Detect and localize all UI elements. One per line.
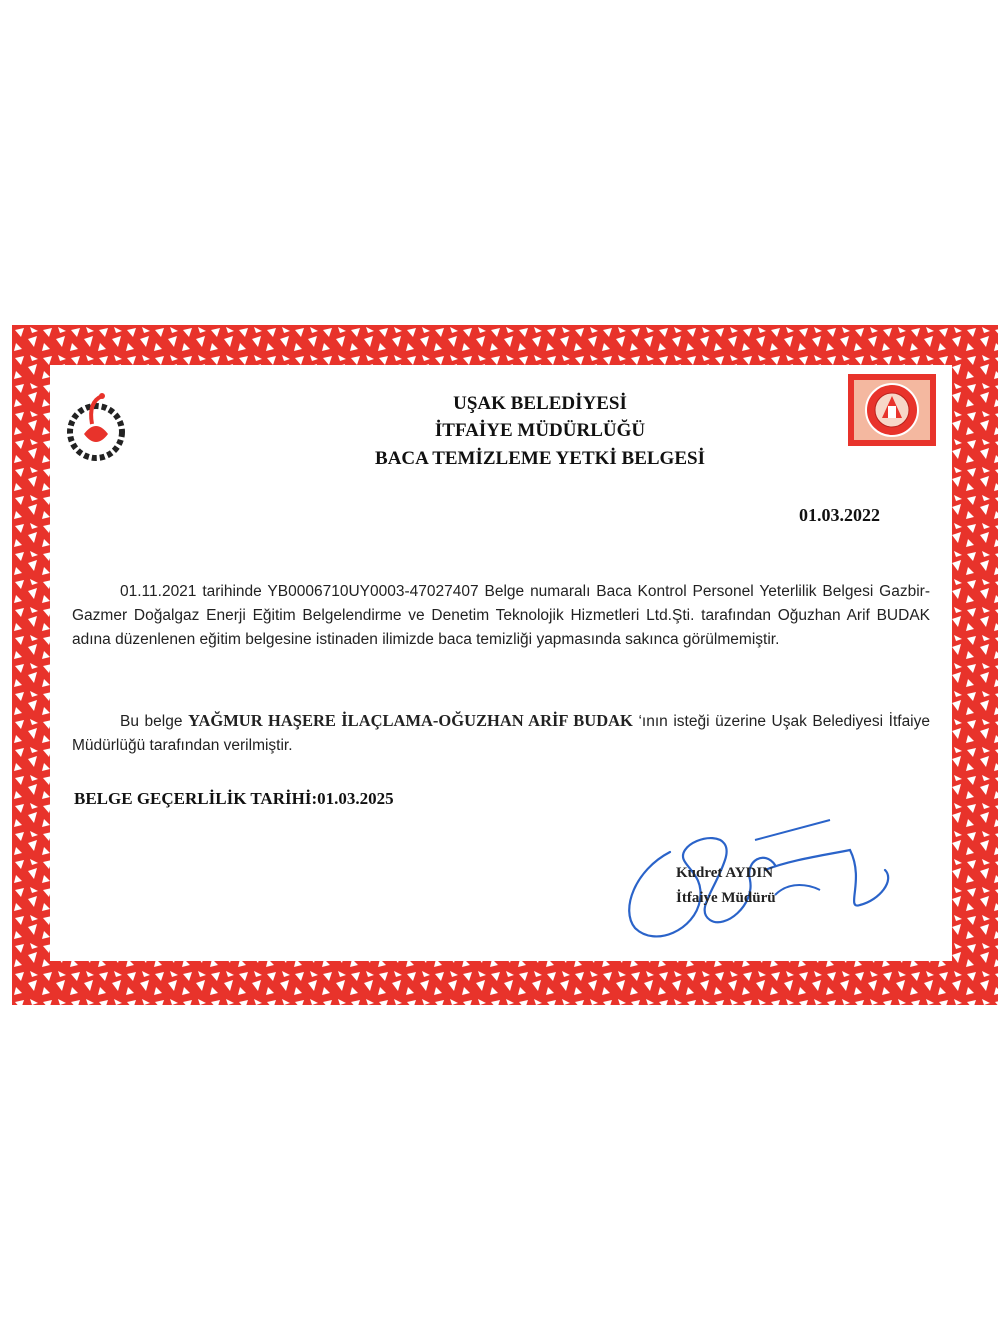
header-department: İTFAİYE MÜDÜRLÜĞÜ	[434, 420, 646, 441]
validity-date: BELGE GEÇERLİLİK TARİHİ:01.03.2025	[74, 789, 394, 808]
document-title: BACA TEMİZLEME YETKİ BELGESİ	[375, 448, 705, 469]
paragraph-2-prefix: Bu belge	[120, 713, 183, 730]
paragraph-2-suffix: ‘ının isteği üzerine Uşak Belediyesi İtfaiye Müdürlüğü tarafından verilmiştir.	[72, 713, 930, 754]
header-municipality: UŞAK BELEDİYESİ	[453, 393, 627, 414]
signer-title: İtfaiye Müdürü	[676, 890, 776, 906]
body-paragraph-2	[72, 709, 930, 758]
issue-date: 01.03.2022	[799, 505, 880, 525]
fire-department-emblem	[846, 372, 938, 448]
paragraph-1-main: 01.11.2021 tarihinde YB0006710UY0003-47027407 Belge numaralı Baca Kontrol Personel Yeterlilik Belgesi Gazbir-Gazmer Doğalgaz Enerji Eğitim Belgelendirme ve Denetim Teknolojik Hizmetleri Ltd.Şti. tarafından Oğuzhan Arif BUDAK adına düzenlenen eğitim belgesine istinaden ilimizde baca temizliği	[72, 583, 930, 648]
body-paragraph-1	[72, 580, 930, 652]
signer-name: Kudret AYDIN	[676, 865, 774, 881]
company-name: YAĞMUR HAŞERE İLAÇLAMA-OĞUZHAN ARİF BUDAK	[188, 711, 633, 730]
paragraph-1-tail: yapmasında sakınca görülmemiştir.	[536, 631, 780, 648]
municipality-logo	[58, 388, 134, 464]
